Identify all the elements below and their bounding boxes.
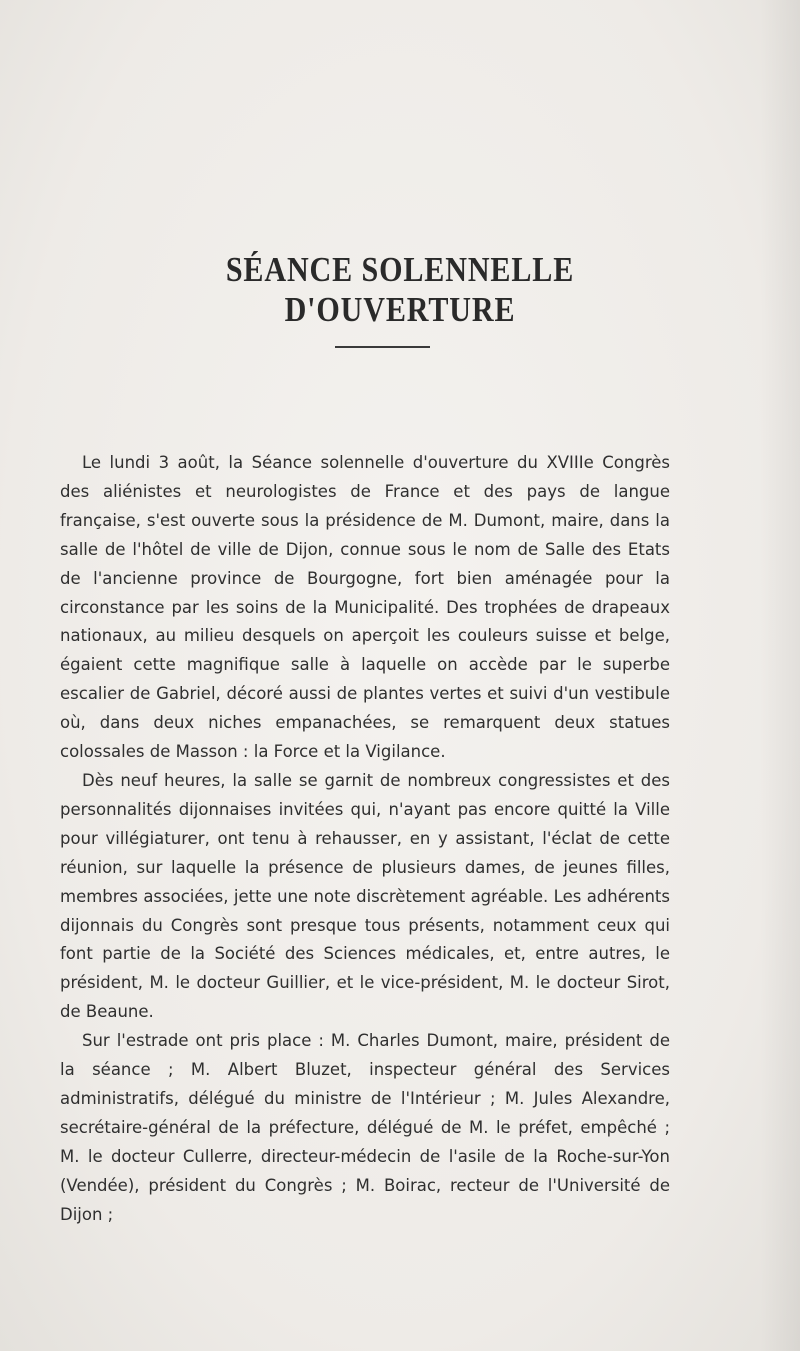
paragraph-attendance: Dès neuf heures, la salle se garnit de nombreux congressistes et des personnalités dijonnaises invitées qui, n'ayant pas encore quitté la Ville pour villégiaturer, ont tenu à rehausser, en y assistant, l'éclat de cette réunion, sur laquelle la présence de plusieurs dames, de jeunes filles, membres associées, jette une note discrètement agréable. Les adhérents dijonnais du Congrès sont presque tous présents, notamment ceux qui font partie de la Société des Sciences médicales, et, entre autres, le président, M. le docteur Guillier, et le vice-président, M. le docteur Sirot, de Beaune. <box>60 770 670 1022</box>
section-title: SÉANCE SOLENNELLE D'OUVERTURE <box>225 250 575 329</box>
page-edge-shadow <box>760 0 800 1351</box>
body-text <box>60 449 670 1229</box>
paragraph-estrade: Sur l'estrade ont pris place : M. Charles Dumont, maire, président de la séance ; M. Albert Bluzet, inspecteur général des Services administratifs, délégué du ministre de l'Intérieur ; M. Jules Alexandre, secrétaire-général de la préfecture, délégué de M. le préfet, empêché ; M. le docteur Cullerre, directeur-médecin de l'asile de la Roche-sur-Yon (Vendée), président du Congrès ; M. Boirac, recteur de l'Université de Dijon ; <box>60 1031 670 1224</box>
title-divider <box>335 346 430 348</box>
paragraph-opening: Le lundi 3 août, la Séance solennelle d'ouverture du XVIIIe Congrès des aliénistes et neurologistes de France et des pays de langue française, s'est ouverte sous la présidence de M. Dumont, maire, dans la salle de l'hôtel de ville de Dijon, connue sous le nom de Salle des Etats de l'ancienne province de Bourgogne, fort bien aménagée pour la circonstance par les soins de la Municipalité. Des trophées de drapeaux nationaux, au milieu desquels on aperçoit les couleurs suisse et belge, égaient cette magnifique salle à laquelle on accède par le superbe escalier de Gabriel, décoré aussi de plantes vertes et suivi d'un vestibule où, dans deux niches empanachées, se remarquent deux statues colossales de Masson : la Force et la Vigilance. <box>60 453 670 762</box>
